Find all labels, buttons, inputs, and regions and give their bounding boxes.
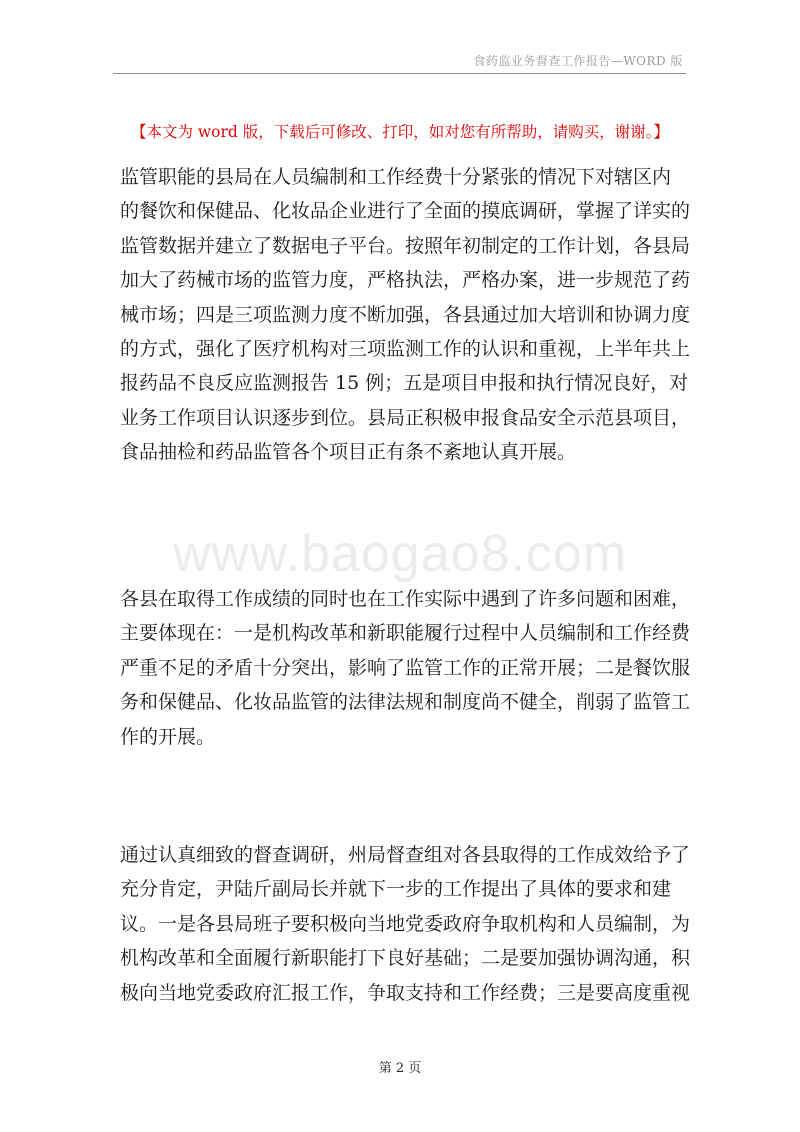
body-paragraph-2 [120,582,692,754]
paragraph-line: 的方式，强化了医疗机构对三项监测工作的认识和重视，上半年共上 [120,338,691,361]
paragraph-line: 严重不足的矛盾十分突出，影响了监管工作的正常开展；二是餐饮服 [120,656,691,679]
paragraph-line: 各县在取得工作成绩的同时也在工作实际中遇到了许多问题和困难， [120,588,691,610]
running-header: 食药监业务督查工作报告—WORD 版 [473,54,683,68]
paragraph-line: 通过认真细致的督查调研，州局督查组对各县取得的工作成效给予了 [120,844,691,866]
download-notice: 【本文为 word 版，下载后可修改、打印，如对您有所帮助，请购买，谢谢。】 [130,123,670,141]
paragraph-line: 机构改革和全面履行新职能打下良好基础；二是要加强协调沟通，积 [120,947,691,970]
paragraph-line: 的餐饮和保健品、化妆品企业进行了全面的摸底调研，掌握了详实的 [120,200,691,223]
paragraph-line: 充分肯定，尹陆斤副局长并就下一步的工作提出了具体的要求和建 [120,878,672,901]
page-number: 第 2 页 [378,1061,422,1076]
paragraph-line: 监管数据并建立了数据电子平台。按照年初制定的工作计划，各县局 [120,234,691,257]
paragraph-line: 食品抽检和药品监管各个项目正有条不紊地认真开展。 [120,441,577,464]
header-divider [113,73,686,74]
paragraph-line: 务和保健品、化妆品监管的法律法规和制度尚不健全，削弱了监管工 [120,691,691,714]
paragraph-line: 主要体现在：一是机构改革和新职能履行过程中人员编制和工作经费 [120,622,691,645]
paragraph-line: 业务工作项目认识逐步到位。县局正积极申报食品安全示范县项目， [120,406,691,429]
body-paragraph-3 [120,838,692,1010]
paragraph-line: 议。一是各县局班子要积极向当地党委政府争取机构和人员编制，为 [120,912,691,935]
paragraph-line: 极向当地党委政府汇报工作，争取支持和工作经费；三是要高度重视 [120,981,691,1004]
paragraph-line: 监管职能的县局在人员编制和工作经费十分紧张的情况下对辖区内 [120,166,672,188]
watermark: www.baogao8.com [172,525,628,583]
body-paragraph-1 [120,160,692,470]
paragraph-line: 作的开展。 [120,725,216,748]
paragraph-line: 报药品不良反应监测报告 15 例；五是项目申报和执行情况良好，对 [120,372,689,395]
paragraph-line: 械市场；四是三项监测力度不断加强，各县通过加大培训和协调力度 [120,303,691,326]
paragraph-line: 加大了药械市场的监管力度，严格执法，严格办案，进一步规范了药 [120,269,691,292]
